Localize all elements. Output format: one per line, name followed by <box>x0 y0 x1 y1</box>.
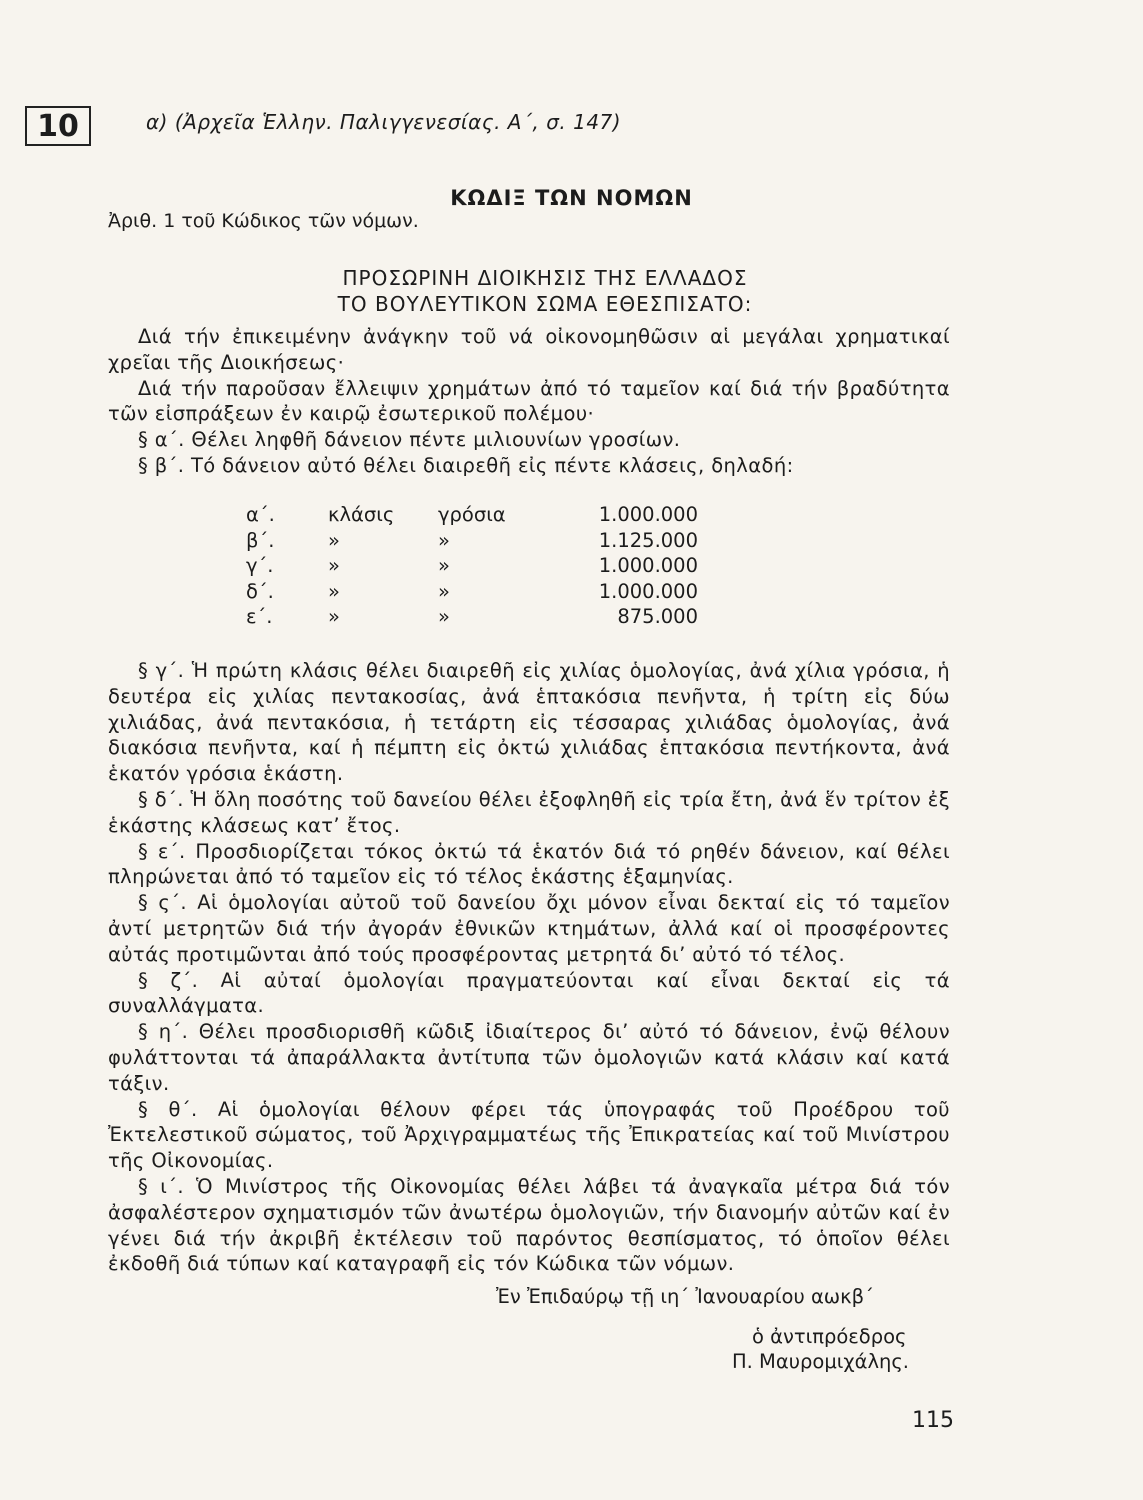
table-row <box>246 554 698 580</box>
class-amount: 1.000.000 <box>598 554 698 577</box>
class-word: » <box>328 528 340 552</box>
currency-word: » <box>438 528 450 552</box>
class-amount: 1.125.000 <box>598 528 698 552</box>
intro-section <box>108 324 950 479</box>
source-citation: α) (Ἀρχεῖα Ἑλλην. Παλιγγενεσίας. Α΄, σ. 147) <box>146 110 622 134</box>
currency-word: γρόσια <box>438 503 506 526</box>
article-paragraph: § γ΄. Ἡ πρώτη κλάσις θέλει διαιρεθῆ εἰς χιλίας ὁμολογίας, ἀνά χίλια γρόσια, ἡ δευτέρα εἰς χιλίας πεντακοσίας, ἀνά ἑπτακόσια πενῆντα, ἡ τρίτη εἰς δύω χιλιάδας, ἀνά πεντακόσια, ἡ τετάρτη εἰς τέσσαρας χιλιάδας ὁμολογίας, ἀνά διακόσια πενῆντα, καί ἡ πέμπτη εἰς ὀκτώ χιλιάδας ἑπτακόσια πεντήκοντα, ἀνά ἑκατόν γρόσια ἑκάστη. <box>108 659 950 786</box>
class-word: κλάσις <box>328 503 395 526</box>
currency-word: » <box>438 579 450 603</box>
signature-place-date: Ἐν Ἐπιδαύρῳ τῇ ιη΄ Ἰανουαρίου αωκβ΄ <box>496 1285 874 1308</box>
page-number: 115 <box>912 1408 954 1433</box>
class-label: γ΄. <box>246 554 274 577</box>
class-label: δ΄. <box>246 579 274 603</box>
class-label: β΄. <box>246 528 275 552</box>
table-row <box>246 529 698 555</box>
paragraph: Διά τήν παροῦσαν ἔλλειψιν χρημάτων ἀπό τό ταμεῖον καί διά τήν βραδύτητα τῶν εἰσπράξεων ἐν καιρῷ ἐσωτερικοῦ πολέμου· <box>108 376 950 426</box>
document-title: ΚΩΔΙΞ ΤΩΝ ΝΟΜΩΝ <box>450 186 693 210</box>
heading-government: ΠΡΟΣΩΡΙΝΗ ΔΙΟΙΚΗΣΙΣ ΤΗΣ ΕΛΛΑΔΟΣ <box>342 266 748 290</box>
class-label: ε΄. <box>246 605 273 628</box>
article-paragraph: § ζ΄. Αἱ αὐταί ὁμολογίαι πραγματεύονται καί εἶναι δεκταί εἰς τά συναλλάγματα. <box>108 968 950 1018</box>
signature-role: ὁ ἀντιπρόεδρος <box>752 1325 907 1348</box>
class-word: » <box>328 554 340 577</box>
articles-section <box>108 658 950 1277</box>
class-word: » <box>328 605 340 628</box>
table-row <box>246 503 698 529</box>
currency-word: » <box>438 554 450 577</box>
signature-name: Π. Μαυρομιχάλης. <box>732 1350 909 1373</box>
class-amount: 1.000.000 <box>598 503 698 526</box>
table-row <box>246 605 698 631</box>
currency-word: » <box>438 605 450 628</box>
article-paragraph: § ι΄. Ὁ Μινίστρος τῆς Οἰκονομίας θέλει λάβει τά ἀναγκαῖα μέτρα διά τόν ἀσφαλέστερον σχηματισμόν τῶν ἀνωτέρω ὁμολογιῶν, τήν διανομήν αὐτῶν καί ἐν γένει διά τήν ἀκριβῆ ἐκτέλεσιν τοῦ παρόντος θεσπίσματος, τό ὁποῖον θέλει ἐκδοθῆ διά τύπων καί καταγραφῆ εἰς τόν Κώδικα τῶν νόμων. <box>108 1174 950 1276</box>
class-word: » <box>328 579 340 603</box>
document-number-box: 10 <box>25 106 91 146</box>
article-paragraph: § ς΄. Αἱ ὁμολογίαι αὐτοῦ τοῦ δανείου ὄχι μόνον εἶναι δεκταί εἰς τό ταμεῖον ἀντί μετρητῶν διά τήν ἀγοράν ἐθνικῶν κτημάτων, ἀλλά καί οἱ προσφέροντες αὐτάς προτιμῶνται ἀπό τούς προσφέροντας μετρητά δι’ αὐτό τό τέλος. <box>108 891 950 966</box>
article-paragraph: § η΄. Θέλει προσδιορισθῆ κῶδιξ ἰδιαίτερος δι’ αὐτό τό δάνειον, ἐνῷ θέλουν φυλάττονται τά ἀπαράλλακτα ἀντίτυπα τῶν ὁμολογιῶν κατά κλάσιν καί κατά τάξιν. <box>108 1020 950 1095</box>
class-amount: 875.000 <box>617 605 698 628</box>
paragraph: Διά τήν ἐπικειμένην ἀνάγκην τοῦ νά οἰκονομηθῶσιν αἱ μεγάλαι χρηματικαί χρεῖαι τῆς Διοικήσεως· <box>108 325 950 374</box>
paragraph: § β΄. Τό δάνειον αὐτό θέλει διαιρεθῆ εἰς πέντε κλάσεις, δηλαδή: <box>138 453 794 477</box>
class-label: α΄. <box>246 503 275 526</box>
class-amount: 1.000.000 <box>598 579 698 603</box>
article-paragraph: § θ΄. Αἱ ὁμολογίαι θέλουν φέρει τάς ὑπογραφάς τοῦ Προέδρου τοῦ Ἐκτελεστικοῦ σώματος, τοῦ Ἀρχιγραμματέως τῆς Ἐπικρατείας καί τοῦ Μινίστρου τῆς Οἰκονομίας. <box>108 1097 950 1173</box>
table-row <box>246 580 698 606</box>
paragraph: § α΄. Θέλει ληφθῆ δάνειον πέντε μιλιουνίων γροσίων. <box>138 428 681 452</box>
reference-line: Ἀριθ. 1 τοῦ Κώδικος τῶν νόμων. <box>108 210 419 232</box>
article-paragraph: § δ΄. Ἡ ὅλη ποσότης τοῦ δανείου θέλει ἐξοφληθῆ εἰς τρία ἔτη, ἀνά ἕν τρίτον ἐξ ἑκάστης κλάσεως κατ’ ἔτος. <box>108 787 950 837</box>
article-paragraph: § ε΄. Προσδιορίζεται τόκος ὀκτώ τά ἑκατόν διά τό ρηθέν δάνειον, καί θέλει πληρώνεται ἀπό τό ταμεῖον εἰς τό τέλος ἑκάστης ἑξαμηνίας. <box>108 839 950 889</box>
heading-senate: ΤΟ ΒΟΥΛΕΥΤΙΚΟΝ ΣΩΜΑ ΕΘΕΣΠΙΣΑΤΟ: <box>337 292 753 316</box>
loan-class-table <box>246 503 698 631</box>
